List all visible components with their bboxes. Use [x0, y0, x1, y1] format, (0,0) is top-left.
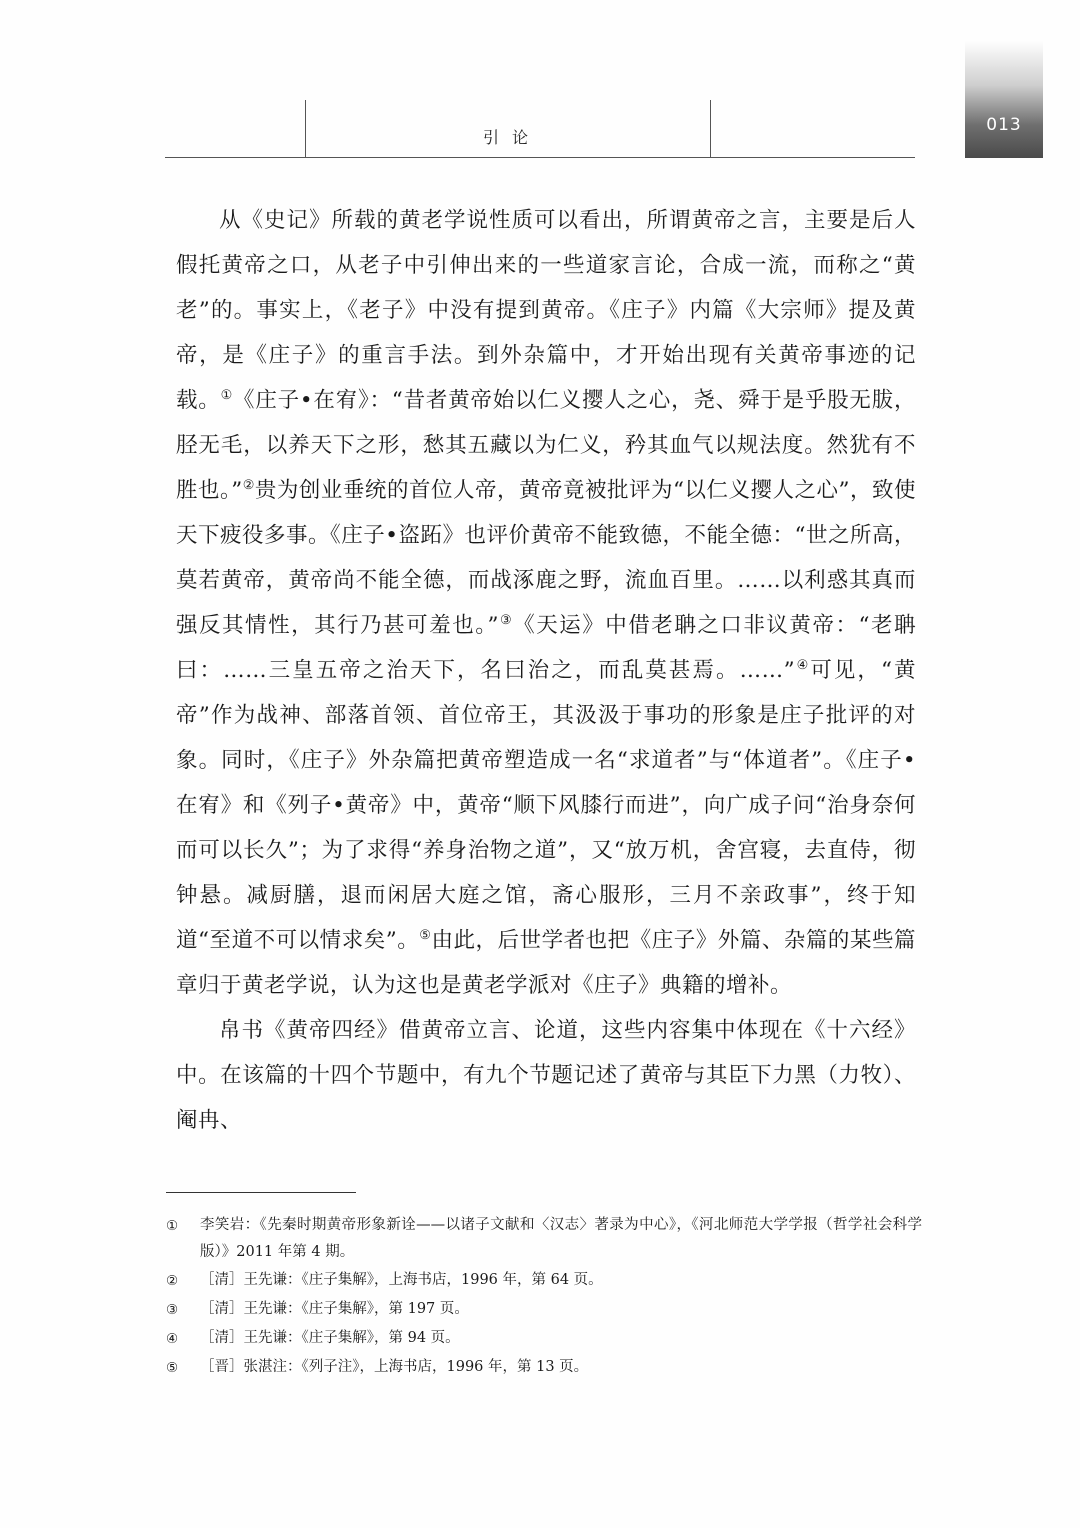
footnote-marker: ①	[166, 1218, 179, 1234]
body-text-column	[176, 198, 916, 1143]
paragraph-1	[176, 198, 916, 1008]
footnote-text: ［晋］张湛注：《列子注》，上海书店，1996 年，第 13 页。	[200, 1359, 589, 1375]
header-divider-right	[710, 100, 711, 158]
footnote-item	[166, 1296, 922, 1324]
paragraph-2: 帛书《黄帝四经》借黄帝立言、论道，这些内容集中体现在《十六经》中。在该篇的十四个节题中，有九个节题记述了黄帝与其臣下力黑（力牧）、阉冉、	[176, 1018, 916, 1133]
page-number-tab	[965, 40, 1043, 158]
para1-seg-5: 可见，“黄帝”作为战神、部落首领、首位帝王，其汲汲于事功的形象是庄子批评的对象。同时，《庄子》外杂篇把黄帝塑造成一名“求道者”与“体道者”。《庄子•在宥》和《列子•黄帝》中，黄帝“顺下风膝行而进”，向广成子问“治身奈何而可以长久”；为了求得“养身治物之道”，又“放万机，舍宫寝，去直侍，彻钟悬。减厨膳，退而闲居大庭之馆，斋心服形，三月不亲政事”，终于知道“至道不可以情求矣”。	[176, 658, 916, 953]
para1-seg-1: 从《史记》所载的黄老学说性质可以看出，所谓黄帝之言，主要是后人假托黄帝之口，从老子中引伸出来的一些道家言论，合成一流，而称之“黄老”的。事实上，《老子》中没有提到黄帝。《庄子》内篇《大宗师》提及黄帝，是《庄子》的重言手法。到外杂篇中，才开始出现有关黄帝事迹的记载。	[176, 208, 916, 413]
para1-seg-2: 《庄子•在宥》：“昔者黄帝始以仁义撄人之心，尧、舜于是乎股无胈，胫无毛，以养天下之形，愁其五藏以为仁义，矜其血气以规法度。然犹有不胜也。”	[176, 388, 916, 503]
header-rule	[165, 157, 915, 158]
footnote-marker: ④	[166, 1331, 179, 1347]
footnote-marker: ⑤	[166, 1360, 179, 1376]
footnote-marker: ③	[166, 1302, 179, 1318]
footnote-item	[166, 1212, 922, 1266]
para1-seg-6: 由此，后世学者也把《庄子》外篇、杂篇的某些篇章归于黄老学说，认为这也是黄老学派对《庄子》典籍的增补。	[176, 928, 917, 998]
footnote-item	[166, 1354, 922, 1382]
running-head: 引 论	[482, 128, 533, 147]
footnote-item	[166, 1325, 922, 1353]
footnote-text: ［清］王先谦：《庄子集解》，上海书店，1996 年，第 64 页。	[200, 1272, 603, 1288]
page-number: 013	[986, 115, 1022, 135]
footnote-ref-2[interactable]: ②	[242, 477, 255, 493]
footnote-ref-1[interactable]: ①	[220, 387, 234, 403]
footnote-ref-3[interactable]: ③	[499, 612, 514, 628]
para1-seg-4: 《天运》中借老聃之口非议黄帝：“老聃曰：……三皇五帝之治天下，名曰治之，而乱莫甚焉。……”	[176, 613, 917, 683]
footnote-list	[166, 1212, 922, 1383]
footnote-marker: ②	[166, 1273, 179, 1289]
footnote-item	[166, 1267, 922, 1295]
footnote-ref-5[interactable]: ⑤	[419, 927, 432, 943]
footnote-text: 李笑岩：《先秦时期黄帝形象新诠——以诸子文献和〈汉志〉著录为中心》，《河北师范大学学报（哲学社会科学版）》2011 年第 4 期。	[200, 1217, 922, 1260]
footnote-separator	[166, 1192, 356, 1193]
footnote-ref-4[interactable]: ④	[795, 657, 811, 673]
footnote-text: ［清］王先谦：《庄子集解》，第 197 页。	[200, 1301, 469, 1317]
page-header	[165, 100, 915, 158]
para1-seg-3: 贵为创业垂统的首位人帝，黄帝竟被批评为“以仁义撄人之心”，致使天下疲役多事。《庄子•盗跖》也评价黄帝不能致德，不能全德：“世之所高，莫若黄帝，黄帝尚不能全德，而战涿鹿之野，流血百里。……以利惑其真而强反其情性，其行乃甚可羞也。”	[176, 478, 916, 638]
footnote-text: ［清］王先谦：《庄子集解》，第 94 页。	[200, 1330, 460, 1346]
